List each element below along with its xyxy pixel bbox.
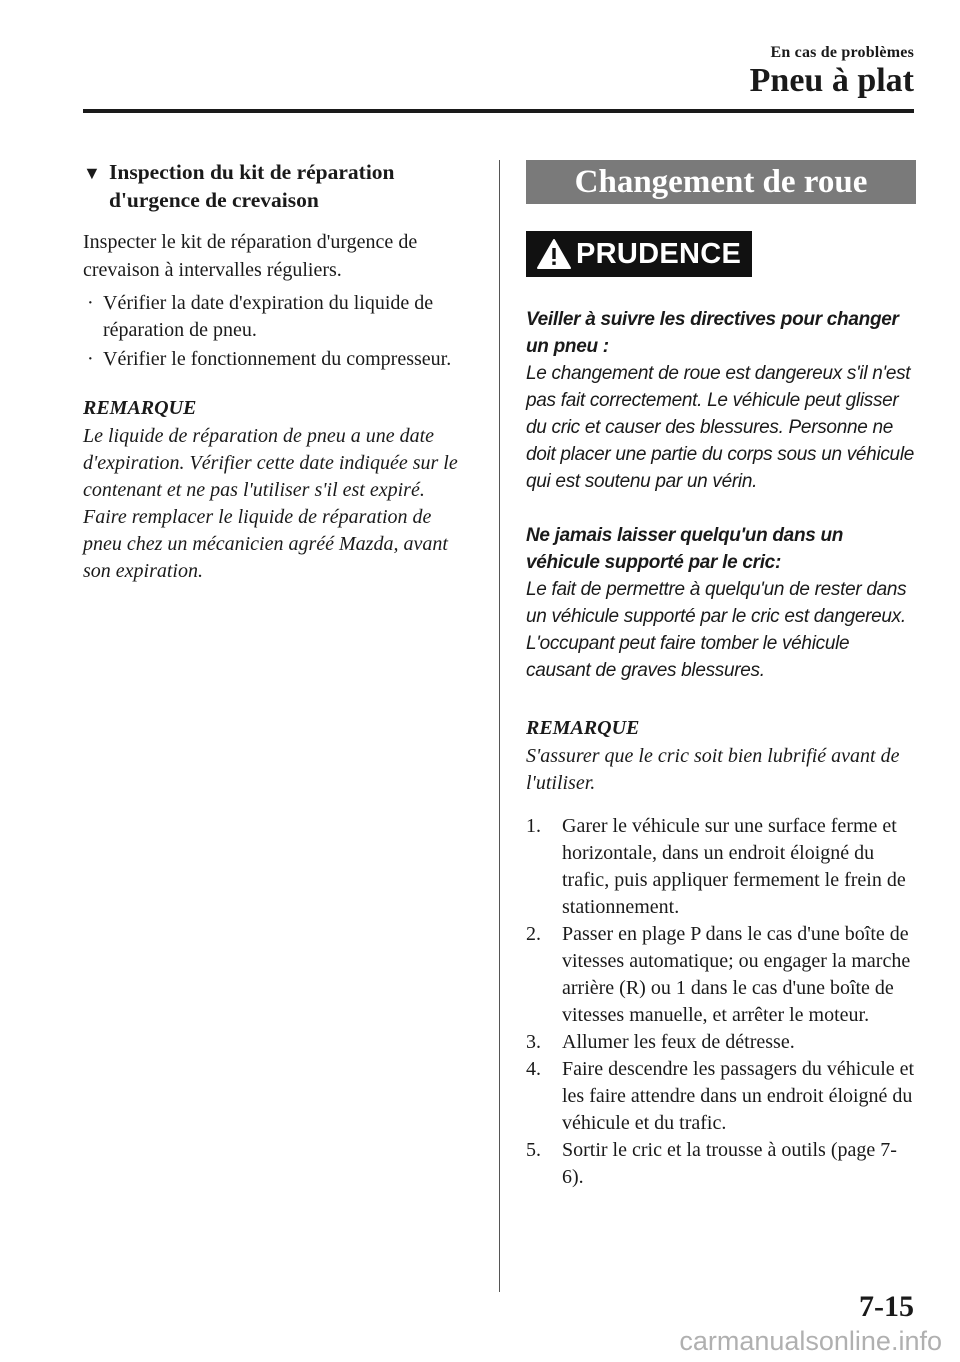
warning-text: Le changement de roue est dangereux s'il n'est pas fait correctement. Le véhicule peut glisser du cric et causer des blessures. Personne ne doit placer une partie du corps sous un véhicule qui est soutenu par un vérin. bbox=[526, 363, 915, 492]
warning-heading: Ne jamais laisser quelqu'un dans un véhicule supporté par le cric: bbox=[526, 525, 844, 573]
warning-block-2 bbox=[526, 522, 916, 684]
warning-triangle-icon bbox=[536, 238, 572, 270]
list-item bbox=[526, 1056, 916, 1137]
triangle-down-icon: ▼ bbox=[83, 163, 101, 183]
remark-label: REMARQUE bbox=[83, 397, 197, 419]
list-item bbox=[526, 921, 916, 1029]
step-text: Sortir le cric et la trousse à outils (page 7-6). bbox=[562, 1139, 897, 1188]
list-item bbox=[526, 1137, 916, 1191]
step-number: 2. bbox=[526, 923, 541, 945]
list-item bbox=[526, 813, 916, 921]
section-label: En cas de problèmes bbox=[770, 44, 914, 61]
warning-heading: Veiller à suivre les directives pour changer un pneu : bbox=[526, 309, 899, 357]
list-item bbox=[83, 290, 473, 344]
page-number: 7-15 bbox=[859, 1290, 914, 1323]
bullet-list bbox=[83, 290, 473, 373]
section-banner: Changement de roue bbox=[526, 160, 916, 204]
step-text: Allumer les feux de détresse. bbox=[562, 1031, 795, 1053]
watermark: carmanualsonline.info bbox=[679, 1326, 942, 1356]
right-column bbox=[526, 160, 916, 1191]
left-column bbox=[83, 158, 473, 585]
bullet-text: Vérifier la date d'expiration du liquide de réparation de pneu. bbox=[103, 292, 434, 341]
heading-line-1: Inspection du kit de réparation bbox=[109, 160, 395, 184]
step-number: 1. bbox=[526, 815, 541, 837]
step-number: 3. bbox=[526, 1031, 541, 1053]
bullet-text: Vérifier le fonctionnement du compresseur. bbox=[103, 348, 452, 370]
remark-label: REMARQUE bbox=[526, 717, 640, 739]
intro-paragraph: Inspecter le kit de réparation d'urgence de crevaison à intervalles réguliers. bbox=[83, 231, 418, 281]
step-number: 5. bbox=[526, 1139, 541, 1161]
section-heading-text bbox=[109, 158, 395, 214]
caution-label: PRUDENCE bbox=[576, 237, 742, 270]
remark-text: Le liquide de réparation de pneu a une date d'expiration. Vérifier cette date indiquée sur le contenant et ne pas l'utiliser s'il est expiré. Faire remplacer le liquide de réparation de pneu chez un mécanicien agréé Mazda, avant son expiration. bbox=[83, 425, 458, 582]
warning-text: Le fait de permettre à quelqu'un de rester dans un véhicule supporté par le cric est dangereux. L'occupant peut faire tomber le véhicule causant de graves blessures. bbox=[526, 579, 907, 681]
bullet-dot: · bbox=[87, 348, 94, 370]
step-text: Garer le véhicule sur une surface ferme et horizontale, dans un endroit éloigné du trafic, puis appliquer fermement le frein de stationnement. bbox=[562, 815, 906, 918]
list-item bbox=[526, 1029, 916, 1056]
section-heading bbox=[83, 158, 473, 214]
caution-badge bbox=[526, 231, 752, 277]
heading-line-2: d'urgence de crevaison bbox=[109, 188, 319, 212]
header-rule bbox=[83, 109, 914, 113]
remark-text: S'assurer que le cric soit bien lubrifié avant de l'utiliser. bbox=[526, 745, 900, 794]
list-item bbox=[83, 346, 473, 373]
page-title: Pneu à plat bbox=[749, 62, 914, 99]
step-list bbox=[526, 813, 916, 1191]
step-text: Faire descendre les passagers du véhicule et les faire attendre dans un endroit éloigné du véhicule et du trafic. bbox=[562, 1058, 915, 1134]
step-number: 4. bbox=[526, 1058, 541, 1080]
bullet-dot: · bbox=[87, 292, 94, 314]
warning-block-1 bbox=[526, 306, 916, 495]
column-divider bbox=[499, 160, 500, 1292]
step-text: Passer en plage P dans le cas d'une boîte de vitesses automatique; ou engager la marche arrière (R) ou 1 dans le cas d'une boîte de vitesses manuelle, et arrêter le moteur. bbox=[562, 923, 911, 1026]
